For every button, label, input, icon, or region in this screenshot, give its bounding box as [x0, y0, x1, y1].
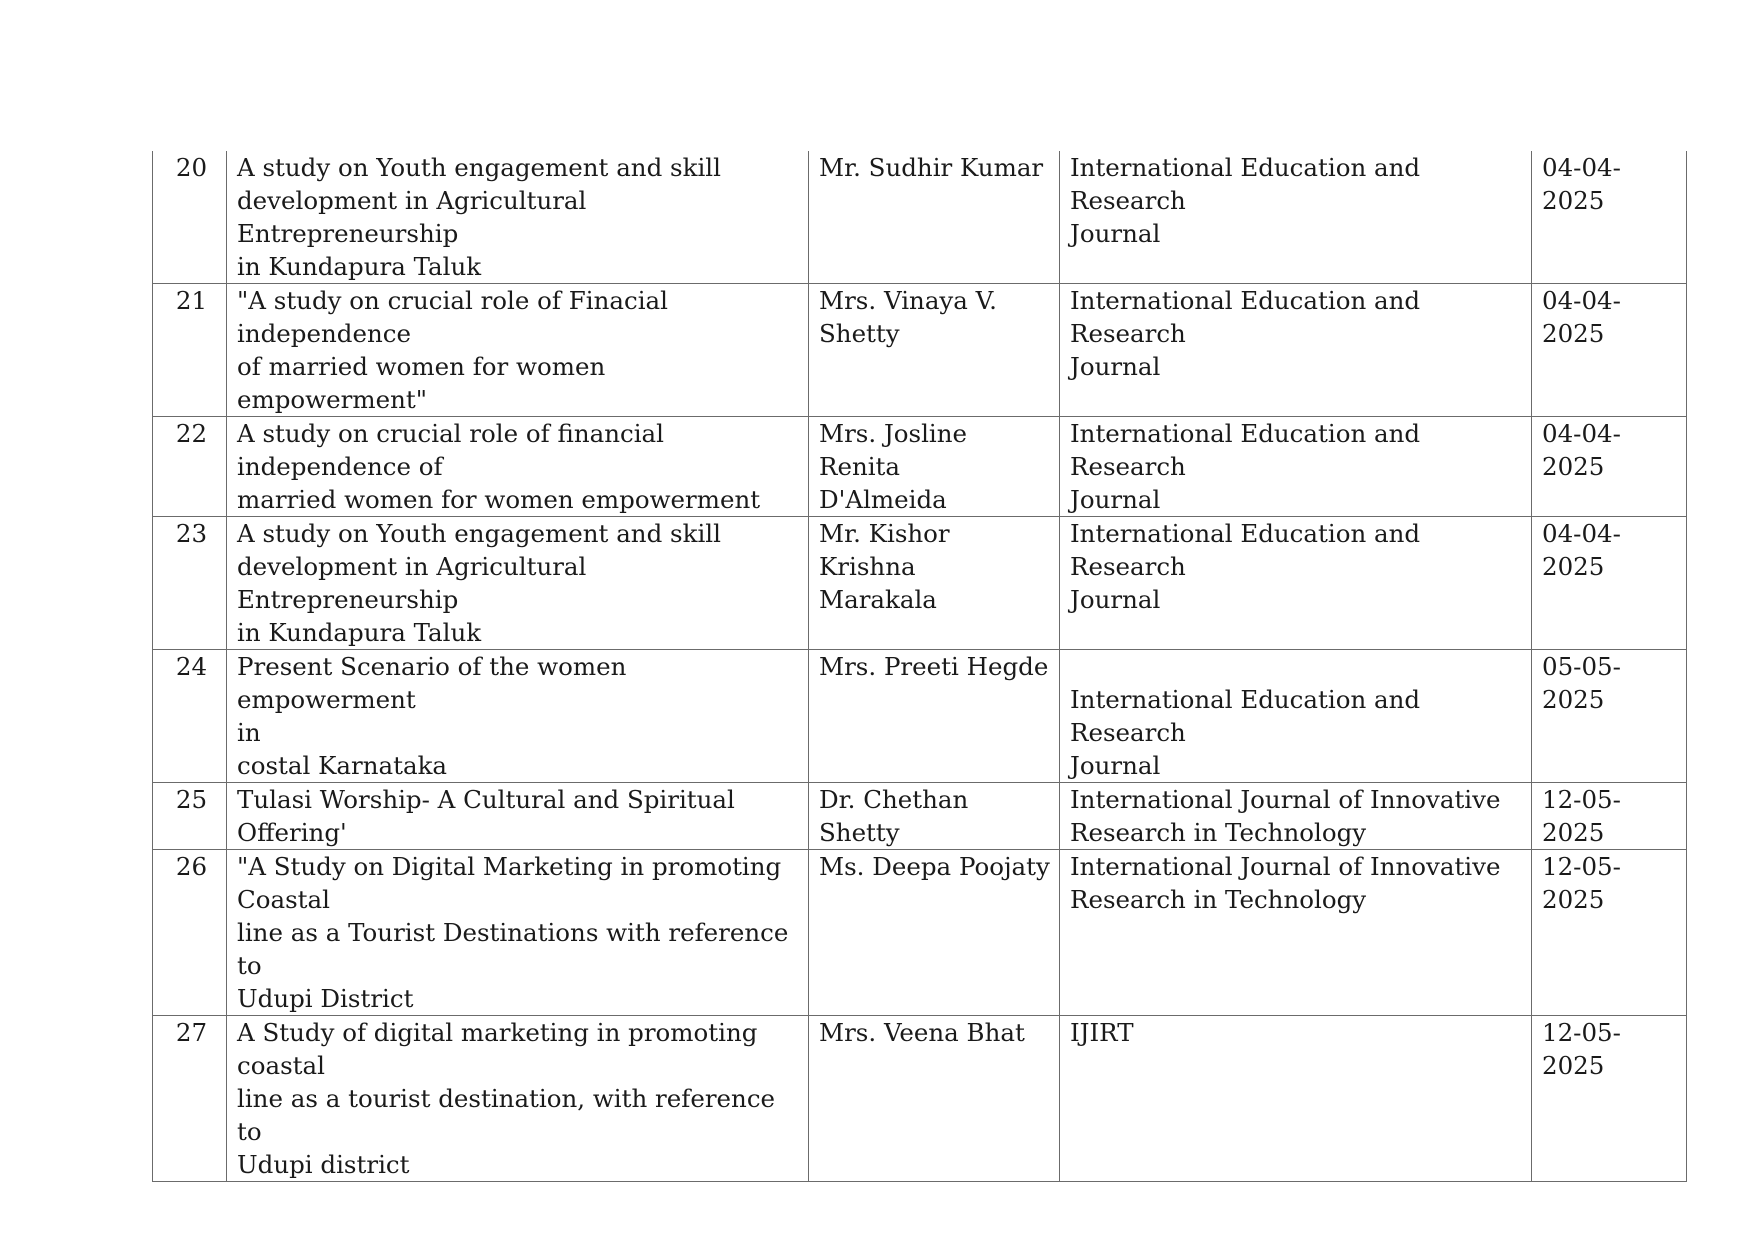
paper-title-cell: "A Study on Digital Marketing in promoting Coastal line as a Tourist Destinations with reference to Udupi District	[227, 850, 809, 1016]
serial-number-cell: 20	[153, 151, 227, 284]
paper-title-cell: "A study on crucial role of Finacial independence of married women for women empowerment"	[227, 284, 809, 417]
date-cell: 12-05-2025	[1532, 783, 1687, 850]
table-row	[153, 650, 1687, 783]
paper-title-cell: Present Scenario of the women empowerment in costal Karnataka	[227, 650, 809, 783]
serial-number-cell: 23	[153, 517, 227, 650]
paper-title-cell: A study on crucial role of financial independence of married women for women empowerment	[227, 417, 809, 517]
table-row	[153, 517, 1687, 650]
date-cell: 12-05-2025	[1532, 850, 1687, 1016]
date-cell: 04-04-2025	[1532, 417, 1687, 517]
date-cell: 04-04-2025	[1532, 517, 1687, 650]
serial-number-cell: 22	[153, 417, 227, 517]
serial-number-cell: 25	[153, 783, 227, 850]
author-cell: Mrs. Preeti Hegde	[809, 650, 1060, 783]
paper-title-cell: A Study of digital marketing in promoting coastal line as a tourist destination, with reference to Udupi district	[227, 1016, 809, 1182]
author-cell: Mrs. Vinaya V. Shetty	[809, 284, 1060, 417]
table-row	[153, 850, 1687, 1016]
author-cell: Mrs. Josline Renita D'Almeida	[809, 417, 1060, 517]
paper-title-cell: A study on Youth engagement and skill development in Agricultural Entrepreneurship in Kundapura Taluk	[227, 151, 809, 284]
serial-number-cell: 24	[153, 650, 227, 783]
date-cell: 12-05-2025	[1532, 1016, 1687, 1182]
serial-number-cell: 21	[153, 284, 227, 417]
author-cell: Ms. Deepa Poojaty	[809, 850, 1060, 1016]
author-cell: Mrs. Veena Bhat	[809, 1016, 1060, 1182]
journal-cell: International Education and Research Journal	[1060, 284, 1532, 417]
date-cell: 04-04-2025	[1532, 284, 1687, 417]
table-row	[153, 1016, 1687, 1182]
serial-number-cell: 26	[153, 850, 227, 1016]
author-cell: Mr. Sudhir Kumar	[809, 151, 1060, 284]
paper-title-cell: A study on Youth engagement and skill development in Agricultural Entrepreneurship in Kundapura Taluk	[227, 517, 809, 650]
date-cell: 05-05-2025	[1532, 650, 1687, 783]
serial-number-cell: 27	[153, 1016, 227, 1182]
table-row	[153, 151, 1687, 284]
journal-cell: IJIRT	[1060, 1016, 1532, 1182]
date-cell: 04-04-2025	[1532, 151, 1687, 284]
journal-cell: International Education and Research Journal	[1060, 650, 1532, 783]
journal-cell: International Education and Research Journal	[1060, 151, 1532, 284]
journal-cell: International Education and Research Journal	[1060, 517, 1532, 650]
table-row	[153, 417, 1687, 517]
journal-cell: International Education and Research Journal	[1060, 417, 1532, 517]
table-row	[153, 783, 1687, 850]
journal-cell: International Journal of Innovative Research in Technology	[1060, 850, 1532, 1016]
author-cell: Mr. Kishor Krishna Marakala	[809, 517, 1060, 650]
paper-title-cell: Tulasi Worship- A Cultural and Spiritual Offering'	[227, 783, 809, 850]
author-cell: Dr. Chethan Shetty	[809, 783, 1060, 850]
publications-table	[152, 151, 1687, 1182]
table-row	[153, 284, 1687, 417]
journal-cell: International Journal of Innovative Research in Technology	[1060, 783, 1532, 850]
